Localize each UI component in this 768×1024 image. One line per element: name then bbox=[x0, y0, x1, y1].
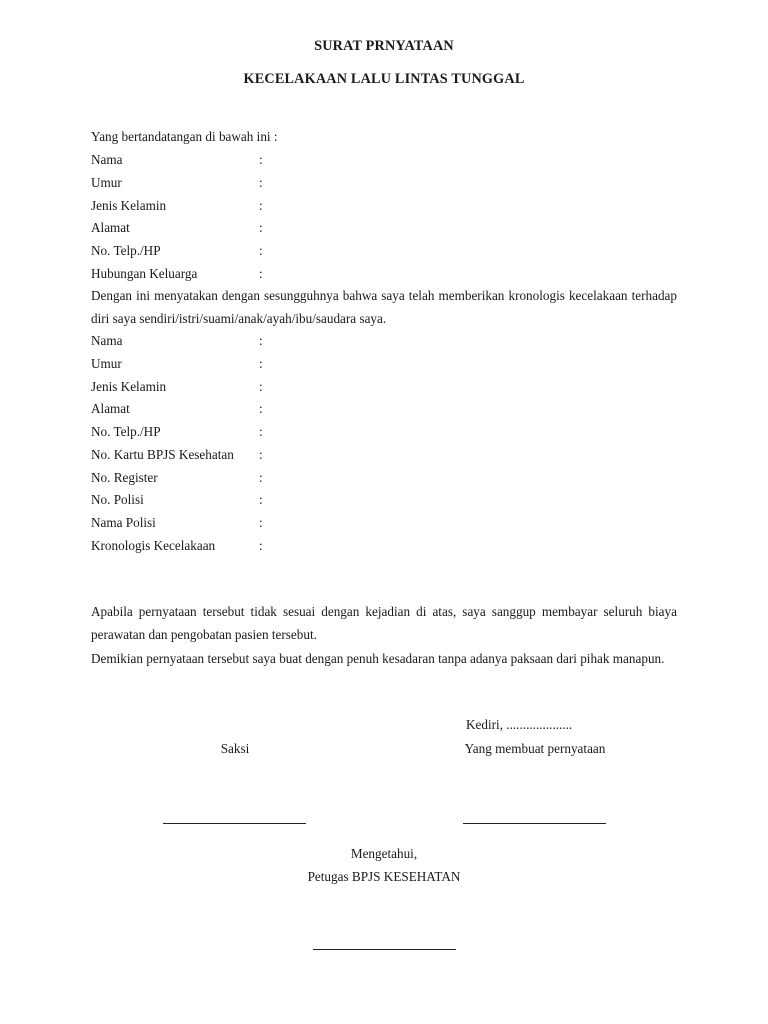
field-label: No. Telp./HP bbox=[91, 424, 161, 439]
statement-paragraph: Dengan ini menyatakan dengan sesungguhnya bahwa saya telah memberikan kronologis kecelakaan terhadap diri saya sendiri/istri/suami/anak/ayah/ibu/saudara saya. bbox=[91, 288, 677, 326]
witness-signature-line bbox=[163, 823, 306, 824]
field-row bbox=[91, 424, 691, 444]
witness-label: Saksi bbox=[220, 741, 250, 756]
field-colon: : bbox=[259, 424, 263, 439]
field-label: No. Telp./HP bbox=[91, 243, 161, 258]
field-row bbox=[91, 379, 691, 399]
field-colon: : bbox=[259, 515, 263, 530]
field-label: Umur bbox=[91, 356, 122, 371]
field-row bbox=[91, 401, 691, 421]
field-colon: : bbox=[259, 470, 263, 485]
field-label: Kronologis Kecelakaan bbox=[91, 538, 216, 553]
field-row bbox=[91, 243, 691, 263]
field-label: No. Polisi bbox=[91, 492, 144, 507]
closing-paragraph-1: Apabila pernyataan tersebut tidak sesuai dengan kejadian di atas, saya sanggup membayar seluruh biaya perawatan dan pengobatan pasien tersebut. bbox=[91, 604, 677, 642]
field-label: No. Register bbox=[91, 470, 158, 485]
officer-signature-line bbox=[313, 949, 456, 950]
field-colon: : bbox=[259, 198, 263, 213]
field-label: Nama bbox=[91, 333, 123, 348]
field-row bbox=[91, 152, 691, 172]
field-row bbox=[91, 447, 691, 467]
field-row bbox=[91, 333, 691, 353]
field-colon: : bbox=[259, 333, 263, 348]
field-colon: : bbox=[259, 266, 263, 281]
field-row bbox=[91, 220, 691, 240]
field-row bbox=[91, 492, 691, 512]
field-colon: : bbox=[259, 379, 263, 394]
field-row bbox=[91, 266, 691, 286]
field-label: Alamat bbox=[91, 220, 130, 235]
field-row bbox=[91, 515, 691, 535]
field-colon: : bbox=[259, 220, 263, 235]
field-colon: : bbox=[259, 243, 263, 258]
field-row bbox=[91, 356, 691, 376]
field-label: No. Kartu BPJS Kesehatan bbox=[91, 447, 234, 462]
document-subtitle: KECELAKAAN LALU LINTAS TUNGGAL bbox=[243, 71, 525, 87]
field-label: Umur bbox=[91, 175, 122, 190]
officer-label: Petugas BPJS KESEHATAN bbox=[307, 869, 461, 884]
field-colon: : bbox=[259, 401, 263, 416]
field-row bbox=[91, 538, 691, 558]
field-colon: : bbox=[259, 538, 263, 553]
field-row bbox=[91, 175, 691, 195]
field-label: Jenis Kelamin bbox=[91, 198, 167, 213]
acknowledged-label: Mengetahui, bbox=[350, 846, 418, 861]
field-row bbox=[91, 198, 691, 218]
field-label: Jenis Kelamin bbox=[91, 379, 167, 394]
field-row bbox=[91, 470, 691, 490]
declarant-label: Yang membuat pernyataan bbox=[464, 741, 606, 756]
field-label: Alamat bbox=[91, 401, 130, 416]
field-colon: : bbox=[259, 356, 263, 371]
place-date: Kediri, .................... bbox=[466, 717, 573, 732]
field-colon: : bbox=[259, 175, 263, 190]
field-colon: : bbox=[259, 492, 263, 507]
field-label: Hubungan Keluarga bbox=[91, 266, 198, 281]
field-label: Nama Polisi bbox=[91, 515, 156, 530]
intro-text: Yang bertandatangan di bawah ini : bbox=[91, 129, 278, 144]
closing-paragraph-2: Demikian pernyataan tersebut saya buat dengan penuh kesadaran tanpa adanya paksaan dari pihak manapun. bbox=[91, 651, 665, 666]
declarant-signature-line bbox=[463, 823, 606, 824]
field-colon: : bbox=[259, 447, 263, 462]
field-colon: : bbox=[259, 152, 263, 167]
field-label: Nama bbox=[91, 152, 123, 167]
document-title: SURAT PRNYATAAN bbox=[314, 38, 454, 54]
